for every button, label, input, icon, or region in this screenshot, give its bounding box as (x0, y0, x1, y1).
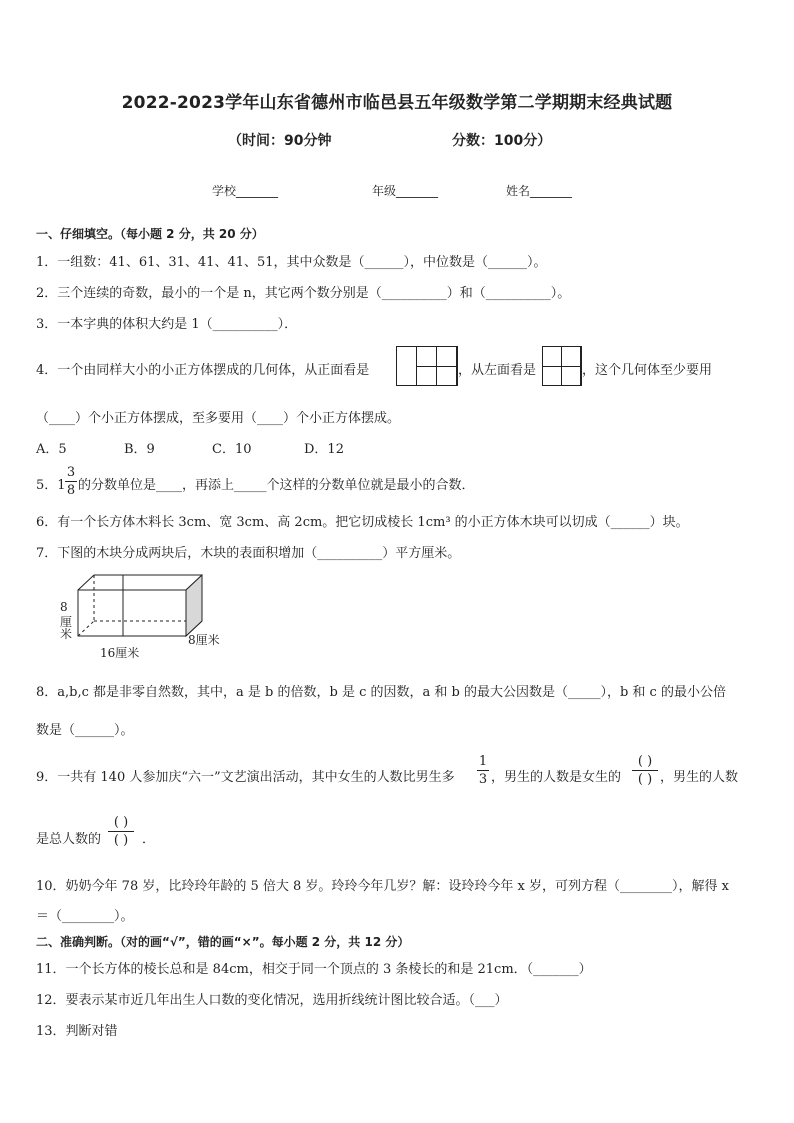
question-12: 12．要表示某市近几年出生人口数的变化情况，选用折线统计图比较合适。（___） (36, 993, 508, 1008)
question-10-line2: ＝（________）。 (36, 909, 134, 924)
question-9-blank-fraction-2[interactable] (108, 815, 134, 848)
question-8-line1: 8．a,b,c 都是非零自然数，其中，a 是 b 的倍数，b 是 c 的因数，a 和 b 的最大公因数是（_____），b 和 c 的最小公倍 (36, 685, 726, 700)
question-4-part3: ，这个几何体至少要用 (582, 363, 713, 378)
exam-score: 分数：100分） (452, 133, 552, 149)
question-5-prefix: 5．1 (36, 478, 66, 493)
depth-label: 8厘米 (188, 633, 220, 647)
question-6: 6．有一个长方体木料长 3cm、宽 3cm、高 2cm。把它切成棱长 1cm³ 的小正方体木块可以切成（______）块。 (36, 515, 689, 530)
school-field[interactable]: 学校_______ (212, 184, 279, 198)
left-view-grid (542, 346, 582, 386)
question-4-line2: （____）个小正方体摆成，至多要用（____）个小正方体摆成。 (36, 411, 401, 426)
question-1: 1．一组数：41、61、31、41、41、51，其中众数是（______），中位数是（______）。 (36, 255, 547, 270)
section-2-heading: 二、准确判断。（对的画“√”，错的画“×”。每小题 2 分，共 12 分） (36, 935, 410, 949)
fraction-numerator: 1 (478, 754, 488, 769)
question-9-part2: ，男生的人数是女生的 (491, 770, 622, 785)
fraction-denominator: ( ) (113, 833, 129, 848)
question-13: 13．判断对错 (36, 1024, 118, 1039)
question-8-line2: 数是（______）。 (36, 723, 134, 738)
question-4-part1: 4．一个由同样大小的小正方体摆成的几何体，从正面看是 (36, 363, 370, 378)
question-5-text: 的分数单位是____，再添上_____个这样的分数单位就是最小的合数． (78, 478, 475, 493)
question-9-part3: ，男生的人数 (660, 770, 739, 785)
question-4-part2: ，从左面看是 (458, 363, 537, 378)
fraction-denominator: 8 (66, 483, 76, 498)
question-10-line1: 10．奶奶今年 78 岁，比玲玲年龄的 5 倍大 8 岁。玲玲今年几岁？解：设玲玲今年 x 岁，可列方程（________），解得 x (36, 879, 729, 894)
name-field[interactable]: 姓名_______ (506, 184, 573, 198)
front-view-grid (396, 346, 458, 386)
question-7: 7．下图的木块分成两块后，木块的表面积增加（__________）平方厘米。 (36, 546, 461, 561)
question-4-option-d[interactable]: D．12 (304, 442, 344, 457)
question-4-option-c[interactable]: C．10 (212, 442, 252, 457)
fraction-numerator: ( ) (113, 815, 129, 830)
question-4-option-a[interactable]: A．5 (36, 442, 67, 457)
question-11: 11．一个长方体的棱长总和是 84cm，相交于同一个顶点的 3 条棱长的和是 21cm．（_______） (36, 962, 592, 977)
question-9-blank-fraction-1[interactable] (632, 754, 658, 787)
question-2: 2．三个连续的奇数，最小的一个是 n，其它两个数分别是（__________）和（__________）。 (36, 286, 571, 301)
question-4-option-b[interactable]: B．9 (124, 442, 155, 457)
height-label-value: 8 (60, 600, 68, 614)
fraction-numerator: 3 (66, 465, 76, 480)
length-label: 16厘米 (100, 646, 140, 660)
question-5-fraction (65, 465, 77, 498)
exam-time: （时间：90分钟 (228, 133, 332, 149)
question-9-end: ． (142, 832, 156, 847)
height-label-unit-1: 厘 (60, 615, 73, 629)
fraction-numerator: ( ) (637, 754, 653, 769)
grade-field[interactable]: 年级_______ (372, 184, 439, 198)
fraction-denominator: ( ) (637, 772, 653, 787)
page-title: 2022-2023学年山东省德州市临邑县五年级数学第二学期期末经典试题 (121, 93, 673, 113)
cuboid-figure (54, 572, 234, 662)
fraction-denominator: 3 (478, 772, 488, 787)
question-9-line2: 是总人数的 (36, 832, 102, 847)
section-1-heading: 一、仔细填空。（每小题 2 分，共 20 分） (36, 227, 264, 241)
height-label-unit-2: 米 (60, 627, 73, 641)
question-3: 3．一本字典的体积大约是 1（__________）． (36, 317, 298, 332)
question-9-fraction-1 (477, 754, 489, 787)
question-9-part1: 9．一共有 140 人参加庆“六一”文艺演出活动，其中女生的人数比男生多 (36, 770, 455, 785)
